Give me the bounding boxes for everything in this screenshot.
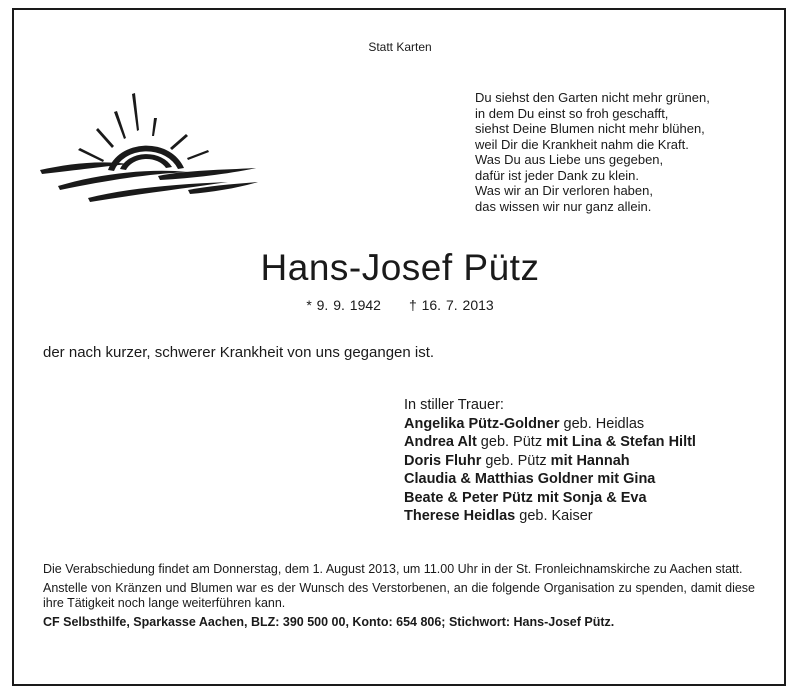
mourner-note: geb. Pütz	[476, 434, 547, 450]
poem-line: Was wir an Dir verloren haben,	[475, 183, 653, 198]
mourner-row	[404, 433, 784, 452]
mourners-block	[404, 396, 784, 526]
mourner-row	[404, 489, 784, 508]
poem-line: dafür ist jeder Dank zu klein.	[475, 167, 640, 183]
mourner-name: Doris Fluhr	[404, 452, 482, 469]
bank-details: CF Selbsthilfe, Sparkasse Aachen, BLZ: 390 500 00, Konto: 654 806; Stichwort: Hans-Josef Pütz.	[43, 615, 615, 629]
deceased-name: Hans-Josef Pütz	[260, 247, 540, 288]
poem-line: Was Du aus Liebe uns gegeben,	[475, 152, 664, 167]
poem-line: weil Dir die Krankheit nahm die Kraft.	[475, 136, 689, 152]
mourner-note: geb. Pütz	[481, 452, 551, 469]
donation-notice: Anstelle von Kränzen und Blumen war es der Wunsch des Verstorbenen, an die folgende Organisation zu spenden, damit diese ihre Tätigkeit noch lange weiterführen kann.	[43, 581, 755, 610]
poem-line: das wissen wir nur ganz allein.	[475, 198, 652, 214]
farewell-notice: Die Verabschiedung findet am Donnerstag, dem 1. August 2013, um 11.00 Uhr in der St. Fronleichnamskirche zu Aachen statt.	[43, 562, 743, 576]
birth-date: * 9. 9. 1942	[306, 297, 381, 313]
mourner-note: geb. Heidlas	[559, 415, 645, 432]
mourner-row	[404, 415, 784, 434]
mourner-name: Andrea Alt	[404, 434, 477, 450]
mourner-row	[404, 452, 784, 471]
death-date: † 16. 7. 2013	[408, 297, 494, 313]
intro-text: der nach kurzer, schwerer Krankheit von uns gegangen ist.	[43, 344, 435, 361]
mourner-name: Claudia & Matthias Goldner mit Gina	[404, 471, 656, 487]
sunset-icon	[38, 90, 260, 205]
mourner-name: Beate & Peter Pütz mit Sonja & Eva	[404, 489, 647, 506]
mourners-heading: In stiller Trauer:	[404, 397, 504, 413]
poem-line: Du siehst den Garten nicht mehr grünen,	[475, 90, 710, 105]
mourner-name: Therese Heidlas	[404, 508, 516, 524]
mourner-family: mit Hannah	[550, 452, 630, 469]
poem-line: in dem Du einst so froh geschafft,	[475, 105, 669, 121]
mourner-row	[404, 470, 784, 489]
notice-block	[43, 562, 755, 634]
poem	[475, 90, 775, 214]
mourner-row	[404, 507, 784, 526]
mourner-family: mit Lina & Stefan Hiltl	[546, 434, 696, 450]
poem-line: siehst Deine Blumen nicht mehr blühen,	[475, 121, 705, 136]
mourner-name: Angelika Pütz-Goldner	[404, 415, 560, 432]
header-statt-karten: Statt Karten	[368, 40, 432, 54]
life-dates	[0, 297, 800, 313]
mourner-note: geb. Kaiser	[515, 508, 593, 524]
